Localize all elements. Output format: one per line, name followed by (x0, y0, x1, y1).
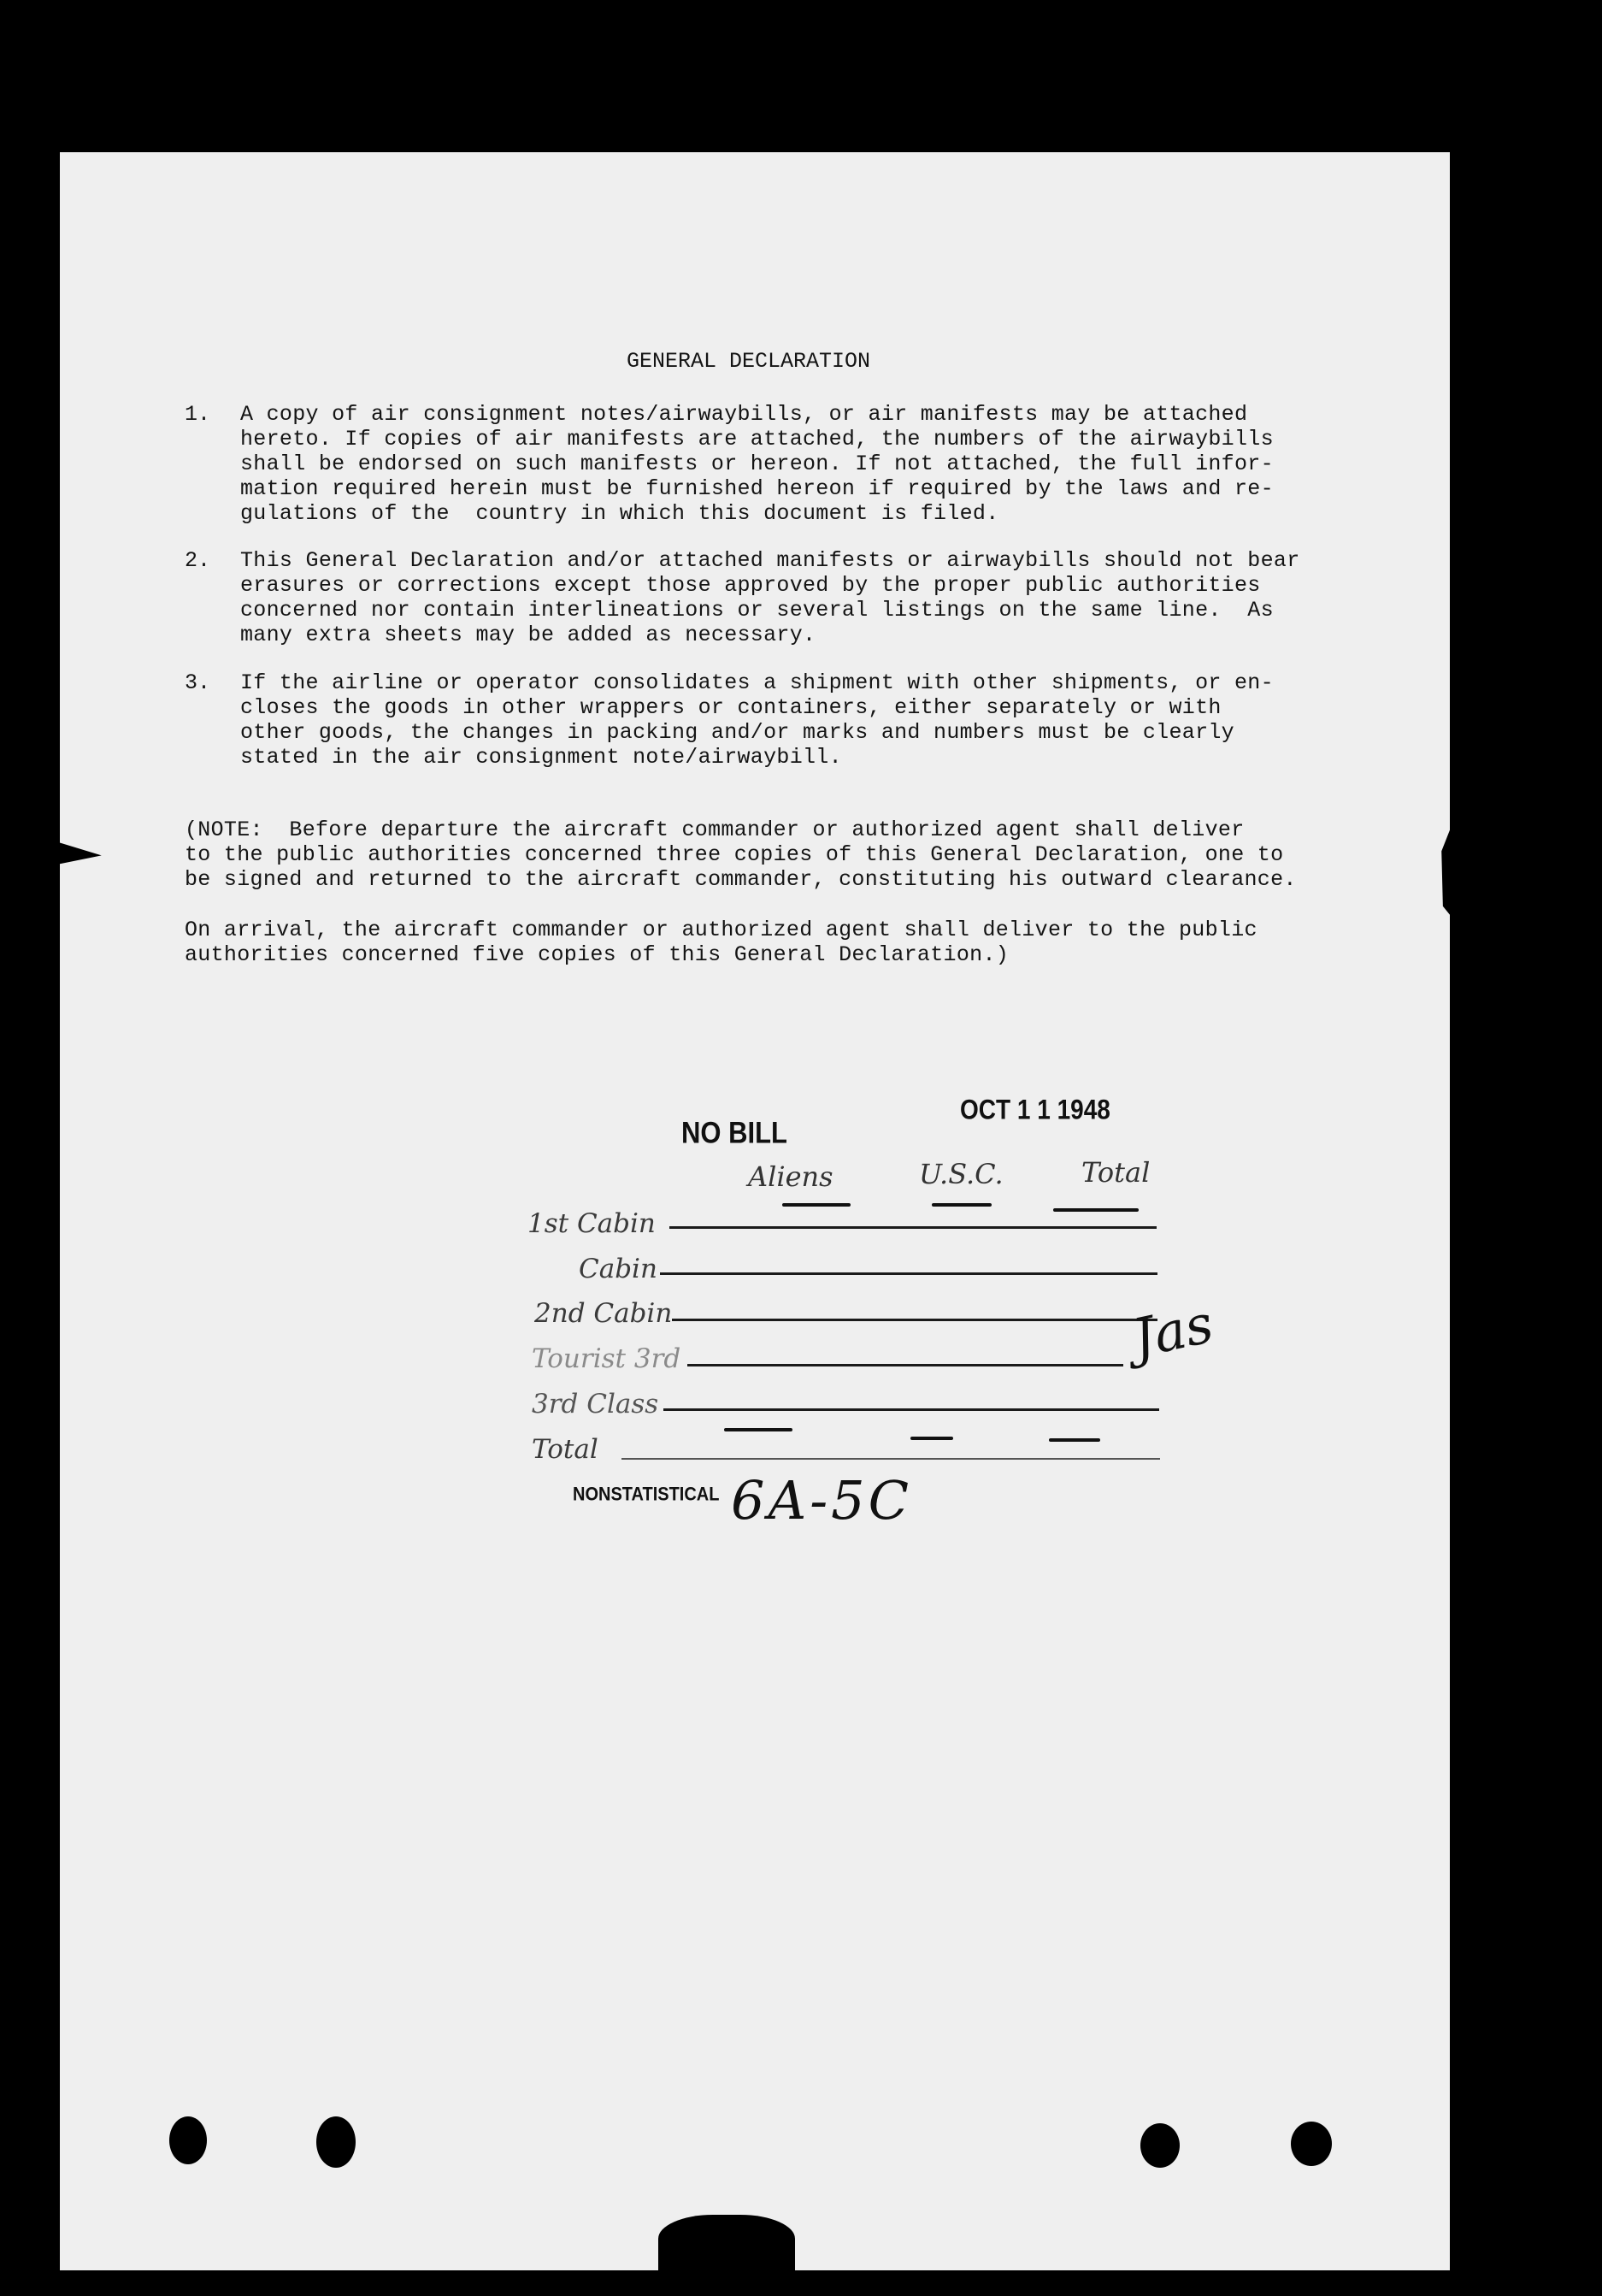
arrival-paragraph: On arrival, the aircraft commander or authorized agent shall deliver to the public authorities concerned five copies of this General Declaration.) (185, 918, 1257, 967)
no-bill-stamp: NO BILL (681, 1115, 787, 1150)
row-label-2nd-cabin: 2nd Cabin (534, 1298, 673, 1329)
column-header-total: Total (1081, 1156, 1151, 1189)
row-line (687, 1364, 1123, 1366)
handwritten-initials: Jas (1127, 1292, 1219, 1370)
document-heading: GENERAL DECLARATION (627, 349, 871, 374)
total-underline (1053, 1208, 1139, 1212)
item-number: 3. (185, 670, 211, 695)
date-stamp: OCT 1 1 1948 (960, 1094, 1110, 1125)
row-label-3rd-class: 3rd Class (532, 1389, 659, 1420)
item-number: 1. (185, 402, 211, 427)
aliens-underline (782, 1203, 851, 1207)
item-text: This General Declaration and/or attached manifests or airwaybills should not bear erasures or corrections except those approved by the proper public authorities concerned nor contain interlineations or several listings on the same line. As many extra sheets may be added as necessary. (240, 548, 1300, 647)
binder-hole (1140, 2123, 1180, 2168)
torn-edge (658, 2215, 795, 2275)
binder-hole (316, 2116, 356, 2168)
binder-hole (1291, 2122, 1332, 2166)
row-line (672, 1319, 1157, 1321)
item-text: If the airline or operator consolidates a shipment with other shipments, or en- closes the goods in other wrappers or containers, either separately or with other goods, the changes in packing and/or marks and numbers must be clearly stated in the air consignment note/airwaybill. (240, 670, 1274, 770)
handwritten-code: 6A-5C (731, 1469, 913, 1532)
row-label-tourist-3rd: Tourist 3rd (532, 1343, 681, 1374)
nonstatistical-stamp: NONSTATISTICAL (573, 1484, 720, 1506)
total-dash-total (1049, 1438, 1100, 1442)
bleed-through-marks (733, 252, 768, 324)
note-paragraph: (NOTE: Before departure the aircraft commander or authorized agent shall deliver to the public authorities concerned three copies of this General Declaration, one to be signed and returned to the aircraft commander, constituting his outward clearance. (185, 817, 1297, 892)
row-line (663, 1408, 1159, 1411)
total-dash-usc (910, 1437, 953, 1440)
row-line (660, 1272, 1157, 1275)
row-line (669, 1226, 1157, 1229)
total-dash-aliens (724, 1428, 792, 1431)
usc-underline (932, 1203, 992, 1207)
column-header-aliens: Aliens (748, 1160, 833, 1193)
column-header-usc: U.S.C. (919, 1158, 1004, 1190)
row-line (621, 1458, 1160, 1460)
row-label-total: Total (532, 1434, 598, 1465)
row-label-cabin: Cabin (579, 1254, 657, 1284)
row-label-1st-cabin: 1st Cabin (527, 1208, 656, 1239)
binder-hole (169, 2116, 207, 2164)
item-text: A copy of air consignment notes/airwaybills, or air manifests may be attached hereto. If copies of air manifests are attached, the numbers of the airwaybills shall be endorsed on such manifests or hereon. If not attached, the full infor- mation required herein must be furnished hereon if required by the laws and re- gulations of the country in which this document is filed. (240, 402, 1274, 526)
item-number: 2. (185, 548, 211, 573)
